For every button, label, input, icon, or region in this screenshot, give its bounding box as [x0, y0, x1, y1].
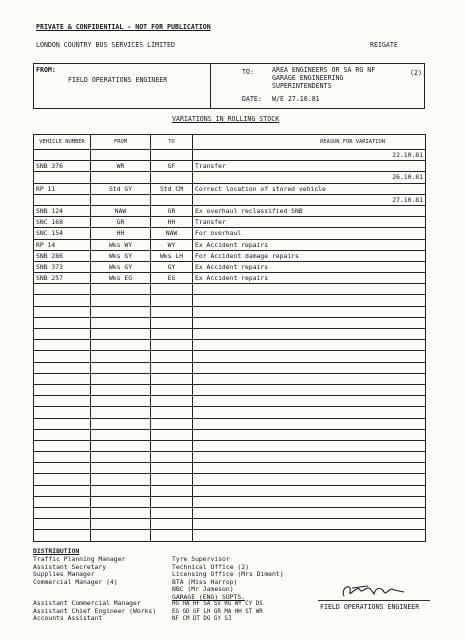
to-line-1: AREA ENGINEERS OR SA RG NF	[272, 66, 376, 74]
table-row	[34, 228, 426, 239]
blank-row	[34, 384, 426, 395]
date-cell: 22.10.81	[193, 150, 426, 161]
vehicle-number-cell: SNB 376	[34, 161, 91, 172]
date-row	[34, 172, 426, 183]
blank-row	[34, 407, 426, 418]
table-cell	[34, 150, 91, 161]
table-cell	[91, 440, 151, 451]
blank-row	[34, 329, 426, 340]
distribution-entry: NBC (Mr Jameson)	[172, 585, 234, 593]
table-row	[34, 217, 426, 228]
blank-row	[34, 496, 426, 507]
table-cell	[151, 463, 193, 474]
table-cell	[151, 474, 193, 485]
table-cell	[151, 373, 193, 384]
col-vehicle-number: VEHICLE NUMBER	[34, 135, 91, 150]
table-cell	[34, 485, 91, 496]
reason-cell: For overhaul	[193, 228, 426, 239]
table-cell	[193, 496, 426, 507]
table-cell	[151, 150, 193, 161]
table-cell	[34, 306, 91, 317]
blank-row	[34, 362, 426, 373]
table-cell	[34, 440, 91, 451]
table-cell	[193, 474, 426, 485]
classification-heading: PRIVATE & CONFIDENTIAL - NOT FOR PUBLICATION	[36, 23, 211, 31]
from-label: FROM:	[36, 66, 56, 74]
garage-supts-heading: GARAGE (ENG) SUPTS.	[172, 592, 246, 601]
table-cell	[91, 519, 151, 530]
date-row	[34, 194, 426, 205]
table-cell	[193, 340, 426, 351]
distribution-entry: BTA (Miss Harrop)	[172, 577, 238, 586]
table-row	[34, 273, 426, 284]
table-cell	[91, 530, 151, 541]
table-cell	[193, 485, 426, 496]
table-cell	[151, 340, 193, 351]
table-cell	[151, 485, 193, 496]
table-cell	[151, 329, 193, 340]
table-cell	[34, 474, 91, 485]
table-cell	[34, 519, 91, 530]
from-cell: NAW	[91, 205, 151, 216]
reason-cell: Ex Accident repairs	[193, 273, 426, 284]
handwritten-signature	[338, 578, 408, 602]
distribution-left	[33, 556, 125, 586]
blank-row	[34, 429, 426, 440]
table-cell	[151, 530, 193, 541]
reason-cell: Transfer	[193, 161, 426, 172]
col-reason: REASON FOR VARIATION	[193, 135, 426, 150]
table-cell	[91, 396, 151, 407]
table-cell	[151, 418, 193, 429]
table-cell	[34, 463, 91, 474]
distribution-entry: Supplies Manager	[33, 570, 95, 578]
table-cell	[193, 418, 426, 429]
date-cell: 26.10.81	[193, 172, 426, 183]
blank-row	[34, 519, 426, 530]
distribution-entry: Licensing Office (Mrs Diment)	[172, 570, 284, 578]
table-cell	[91, 407, 151, 418]
blank-row	[34, 284, 426, 295]
to-cell: HH	[151, 217, 193, 228]
table-cell	[151, 284, 193, 295]
table-cell	[151, 452, 193, 463]
table-cell	[151, 396, 193, 407]
table-cell	[34, 194, 91, 205]
copy-reference: (2)	[410, 69, 422, 77]
table-title: VARIATIONS IN ROLLING STOCK	[172, 115, 280, 123]
from-cell: Wks GY	[91, 261, 151, 272]
company-name: LONDON COUNTRY BUS SERVICES LIMITED	[36, 41, 175, 49]
blank-row	[34, 396, 426, 407]
table-cell	[91, 474, 151, 485]
table-cell	[91, 485, 151, 496]
vehicle-number-cell: SNB 257	[34, 273, 91, 284]
reason-cell: Ex Accident repairs	[193, 261, 426, 272]
table-cell	[91, 317, 151, 328]
table-cell	[151, 172, 193, 183]
table-cell	[34, 172, 91, 183]
table-cell	[34, 295, 91, 306]
table-cell	[193, 295, 426, 306]
blank-row	[34, 317, 426, 328]
table-cell	[193, 384, 426, 395]
garage-codes-line: HG HA HF SA SV RG WY CY DS	[172, 601, 263, 607]
distribution-heading: DISTRIBUTION	[33, 547, 80, 555]
blank-row	[34, 306, 426, 317]
variations-table	[33, 134, 426, 542]
table-cell	[91, 452, 151, 463]
table-cell	[151, 496, 193, 507]
distribution-middle	[172, 556, 284, 624]
table-cell	[34, 373, 91, 384]
table-body	[34, 150, 426, 542]
distribution-entry: Assistant Secretary	[33, 562, 107, 571]
table-cell	[34, 317, 91, 328]
from-box	[33, 63, 211, 109]
table-cell	[91, 284, 151, 295]
table-cell	[151, 519, 193, 530]
table-cell	[193, 463, 426, 474]
blank-row	[34, 418, 426, 429]
vehicle-number-cell: SNB 373	[34, 261, 91, 272]
table-cell	[193, 519, 426, 530]
table-cell	[193, 530, 426, 541]
table-cell	[151, 440, 193, 451]
table-cell	[34, 284, 91, 295]
table-row	[34, 205, 426, 216]
date-label: DATE:	[242, 95, 262, 103]
vehicle-number-cell: SNB 286	[34, 250, 91, 261]
distribution-entry: Commercial Manager (4)	[33, 577, 118, 586]
table-cell	[91, 508, 151, 519]
to-cell: GR	[151, 205, 193, 216]
garage-codes-line: NF CM DT DG GY SJ	[172, 616, 232, 622]
from-cell: GR	[91, 217, 151, 228]
table-cell	[193, 329, 426, 340]
reason-cell: Ex Accident repairs	[193, 239, 426, 250]
to-label: TO:	[242, 68, 254, 76]
blank-row	[34, 351, 426, 362]
table-cell	[193, 351, 426, 362]
table-cell	[193, 440, 426, 451]
location: REIGATE	[370, 41, 398, 49]
table-cell	[91, 329, 151, 340]
to-line-3: SUPERINTENDENTS	[272, 82, 332, 90]
blank-row	[34, 373, 426, 384]
table-cell	[34, 508, 91, 519]
table-cell	[151, 317, 193, 328]
table-cell	[34, 407, 91, 418]
table-cell	[91, 496, 151, 507]
table-cell	[91, 362, 151, 373]
signatory-title: FIELD OPERATIONS ENGINEER	[320, 603, 420, 611]
table-cell	[34, 362, 91, 373]
table-cell	[193, 306, 426, 317]
table-cell	[193, 407, 426, 418]
blank-row	[34, 474, 426, 485]
distribution-entry: Tyre Supervisor	[172, 555, 230, 563]
table-cell	[193, 508, 426, 519]
distribution-entry: Assistant Commercial Manager	[33, 599, 141, 607]
table-cell	[91, 463, 151, 474]
table-cell	[91, 150, 151, 161]
table-cell	[34, 384, 91, 395]
distribution-entry: Assistant Chief Engineer (Works)	[33, 606, 157, 615]
table-cell	[34, 418, 91, 429]
table-row	[34, 239, 426, 250]
reason-cell: Correct location of stored vehicle	[193, 183, 426, 194]
table-cell	[151, 306, 193, 317]
table-cell	[193, 284, 426, 295]
table-cell	[193, 362, 426, 373]
table-header-row	[34, 135, 426, 150]
to-line-2: GARAGE ENGINEERING	[272, 74, 344, 82]
table-cell	[151, 295, 193, 306]
table-cell	[151, 429, 193, 440]
table-row	[34, 261, 426, 272]
distribution-entry: Traffic Planning Manager	[33, 555, 126, 563]
table-cell	[91, 418, 151, 429]
table-cell	[91, 429, 151, 440]
table-cell	[151, 351, 193, 362]
distribution-entry: Technical Office (2)	[172, 562, 249, 571]
table-cell	[34, 396, 91, 407]
to-cell: GF	[151, 161, 193, 172]
table-row	[34, 161, 426, 172]
to-cell: EG	[151, 273, 193, 284]
from-cell: WR	[91, 161, 151, 172]
from-value: FIELD OPERATIONS ENGINEER	[68, 76, 168, 84]
table-cell	[34, 530, 91, 541]
blank-row	[34, 452, 426, 463]
table-cell	[193, 396, 426, 407]
vehicle-number-cell: RP 11	[34, 183, 91, 194]
table-cell	[34, 496, 91, 507]
blank-row	[34, 508, 426, 519]
table-cell	[34, 429, 91, 440]
table-cell	[34, 351, 91, 362]
date-value: W/E 27.10.81	[272, 95, 320, 103]
table-row	[34, 183, 426, 194]
table-cell	[91, 194, 151, 205]
vehicle-number-cell: RP 14	[34, 239, 91, 250]
from-cell: Wks GY	[91, 250, 151, 261]
table-cell	[34, 452, 91, 463]
table-cell	[193, 317, 426, 328]
distribution-entry: Accounts Assistant	[33, 614, 103, 622]
blank-row	[34, 530, 426, 541]
reason-cell: For Accident damage repairs	[193, 250, 426, 261]
blank-row	[34, 340, 426, 351]
to-cell: Std CM	[151, 183, 193, 194]
blank-row	[34, 485, 426, 496]
vehicle-number-cell: SNB 124	[34, 205, 91, 216]
vehicle-number-cell: SNC 168	[34, 217, 91, 228]
from-cell: Std GY	[91, 183, 151, 194]
distribution-left-lower	[33, 600, 156, 623]
blank-row	[34, 295, 426, 306]
table-cell	[91, 340, 151, 351]
to-cell: Wks LH	[151, 250, 193, 261]
table-cell	[151, 508, 193, 519]
to-cell: GY	[151, 261, 193, 272]
table-cell	[193, 373, 426, 384]
table-row	[34, 250, 426, 261]
reason-cell: Transfer	[193, 217, 426, 228]
from-cell: Wks WY	[91, 239, 151, 250]
to-cell: WY	[151, 239, 193, 250]
table-cell	[91, 172, 151, 183]
table-cell	[151, 194, 193, 205]
date-row	[34, 150, 426, 161]
table-cell	[193, 429, 426, 440]
table-cell	[34, 329, 91, 340]
vehicle-number-cell: SNC 154	[34, 228, 91, 239]
table-cell	[91, 295, 151, 306]
table-cell	[151, 407, 193, 418]
from-cell: Wks EG	[91, 273, 151, 284]
col-from: FROM	[91, 135, 151, 150]
blank-row	[34, 463, 426, 474]
table-cell	[34, 340, 91, 351]
to-cell: NAW	[151, 228, 193, 239]
from-cell: HH	[91, 228, 151, 239]
table-cell	[91, 306, 151, 317]
table-cell	[151, 362, 193, 373]
table-cell	[193, 452, 426, 463]
table-cell	[91, 384, 151, 395]
signature-line	[318, 600, 430, 601]
col-to: TO	[151, 135, 193, 150]
table-cell	[91, 373, 151, 384]
table-cell	[151, 384, 193, 395]
table-cell	[91, 351, 151, 362]
reason-cell: Ex overhaul reclassified SNB	[193, 205, 426, 216]
blank-row	[34, 440, 426, 451]
garage-codes-line: EG GD GF LH GR MA HH ST WR	[172, 608, 263, 615]
date-cell: 27.10.81	[193, 194, 426, 205]
